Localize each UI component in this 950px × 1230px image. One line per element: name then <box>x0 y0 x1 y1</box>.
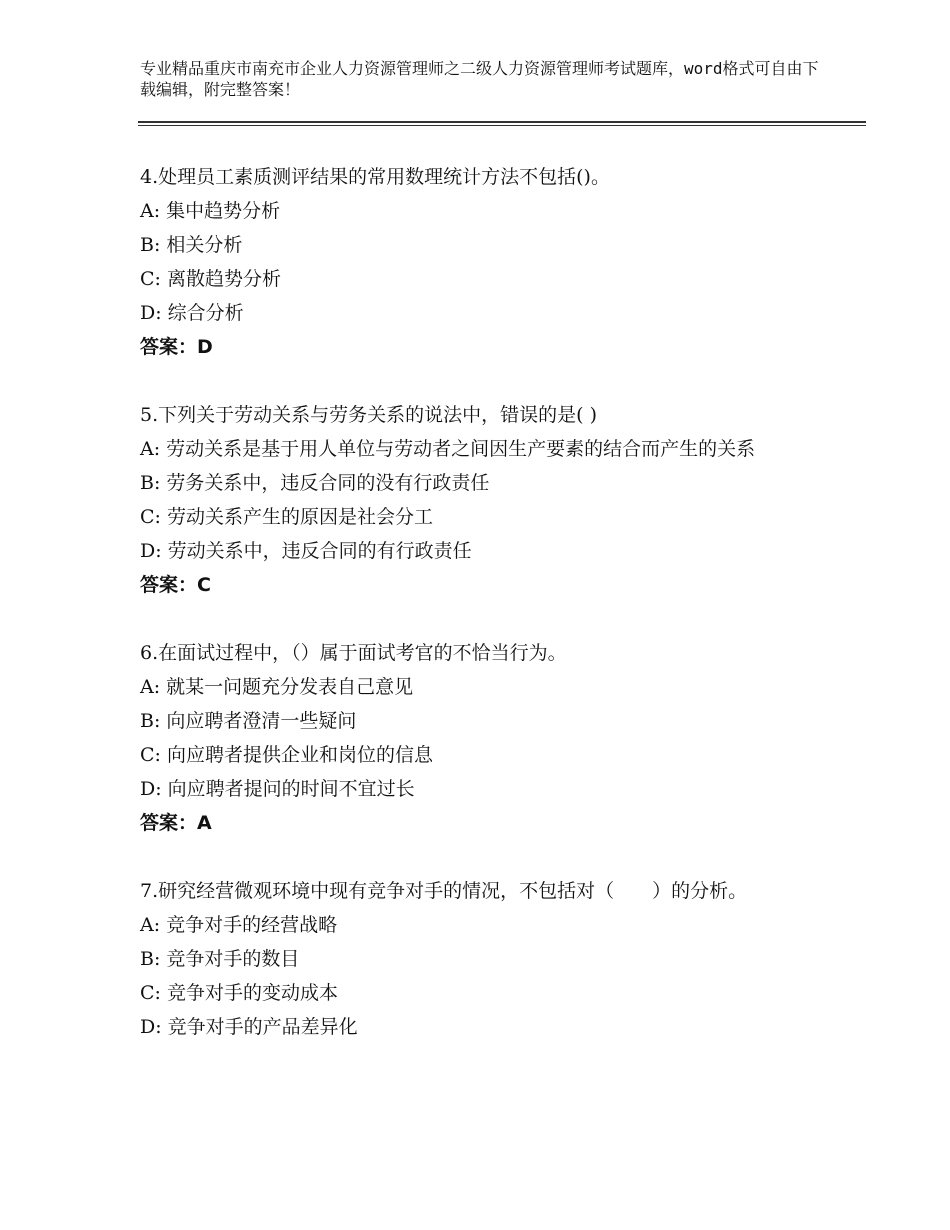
option-a: A: 竞争对手的经营战略 <box>140 914 338 936</box>
header-rule <box>138 121 866 123</box>
question-4 <box>140 160 820 364</box>
option-d: D: 劳动关系中，违反合同的有行政责任 <box>140 540 472 562</box>
option-d: D: 综合分析 <box>140 302 244 324</box>
answer: 答案：D <box>140 336 213 358</box>
question-stem: 6.在面试过程中，（）属于面试考官的不恰当行为。 <box>140 642 567 664</box>
question-stem: 7.研究经营微观环境中现有竞争对手的情况，不包括对（ ）的分析。 <box>140 880 748 902</box>
option-c: C: 向应聘者提供企业和岗位的信息 <box>140 744 433 766</box>
question-stem: 5.下列关于劳动关系与劳务关系的说法中，错误的是( ) <box>140 404 597 426</box>
question-stem: 4.处理员工素质测评结果的常用数理统计方法不包括()。 <box>140 166 610 188</box>
question-list <box>140 160 820 1078</box>
option-b: B: 竞争对手的数目 <box>140 948 300 970</box>
question-6 <box>140 636 820 840</box>
option-d: D: 向应聘者提问的时间不宜过长 <box>140 778 415 800</box>
option-a: A: 集中趋势分析 <box>140 200 281 222</box>
option-d: D: 竞争对手的产品差异化 <box>140 1016 358 1038</box>
document-header: 专业精品重庆市南充市企业人力资源管理师之二级人力资源管理师考试题库，word格式可自由下载编辑，附完整答案！ <box>140 59 819 99</box>
option-c: C: 离散趋势分析 <box>140 268 281 290</box>
answer: 答案：C <box>140 574 211 596</box>
option-a: A: 就某一问题充分发表自己意见 <box>140 676 414 698</box>
option-b: B: 劳务关系中，违反合同的没有行政责任 <box>140 472 490 494</box>
question-7 <box>140 874 820 1044</box>
option-a: A: 劳动关系是基于用人单位与劳动者之间因生产要素的结合而产生的关系 <box>140 438 756 460</box>
header-rule-thin <box>138 125 866 126</box>
question-5 <box>140 398 820 602</box>
answer: 答案：A <box>140 812 212 834</box>
option-c: C: 劳动关系产生的原因是社会分工 <box>140 506 433 528</box>
option-c: C: 竞争对手的变动成本 <box>140 982 338 1004</box>
option-b: B: 向应聘者澄清一些疑问 <box>140 710 357 732</box>
option-b: B: 相关分析 <box>140 234 243 256</box>
